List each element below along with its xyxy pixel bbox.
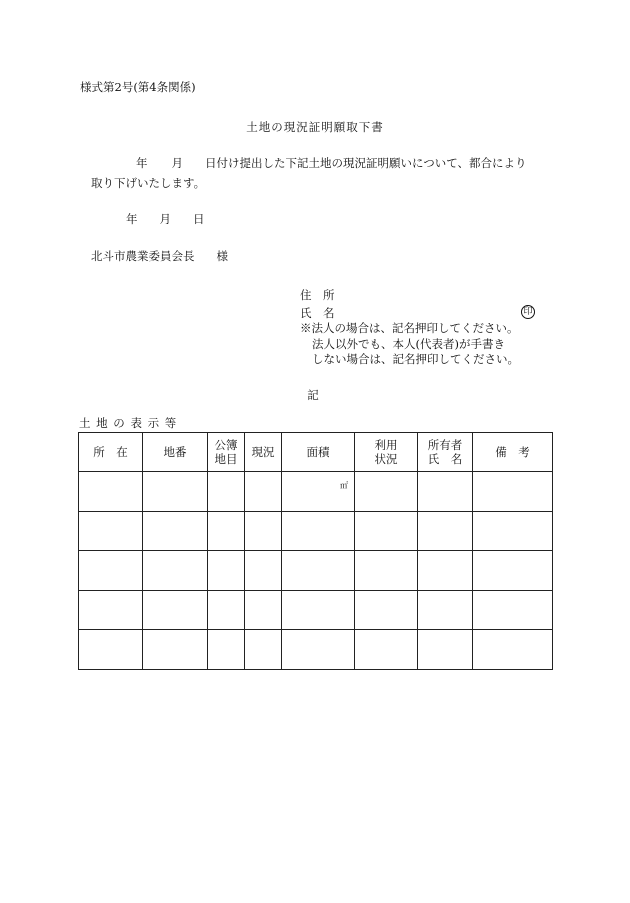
table-row — [79, 630, 553, 670]
table-cell[interactable] — [355, 630, 418, 670]
table-cell[interactable] — [418, 551, 473, 591]
table-cell[interactable] — [143, 551, 208, 591]
section-title: 土 地 の 表 示 等 — [79, 416, 178, 430]
table-cell[interactable] — [473, 551, 553, 591]
body-line-1 — [78, 157, 527, 171]
date-month-label: 月 — [159, 212, 171, 226]
header-line2: 状況 — [374, 452, 398, 466]
header-line2: 地目 — [214, 452, 238, 466]
header-usage — [355, 433, 418, 472]
header-line1: 公簿 — [214, 437, 238, 452]
table-row — [79, 472, 553, 512]
header-owner-name — [418, 433, 473, 472]
date-year-label: 年 — [126, 212, 138, 226]
header-line1: 現況 — [251, 444, 275, 459]
table-cell[interactable] — [79, 511, 143, 551]
header-line1: 所 在 — [93, 444, 128, 459]
table-cell[interactable] — [418, 630, 473, 670]
note-line-2: 法人以外でも、本人(代表者)が手書き — [312, 337, 505, 351]
header-registered-category — [208, 433, 245, 472]
ki-heading: 記 — [307, 388, 319, 402]
table-cell[interactable] — [473, 511, 553, 551]
table-cell[interactable] — [143, 511, 208, 551]
date-day-label: 日 — [193, 212, 205, 226]
table-row — [79, 590, 553, 630]
table-cell[interactable] — [418, 472, 473, 512]
table-header-row — [79, 433, 553, 472]
header-line2: 氏 名 — [427, 452, 463, 466]
table-cell[interactable] — [355, 590, 418, 630]
table-cell[interactable] — [208, 590, 245, 630]
table-cell[interactable] — [245, 511, 282, 551]
table-cell[interactable] — [355, 551, 418, 591]
table-cell[interactable] — [143, 472, 208, 512]
addressee-honorific: 様 — [216, 249, 228, 263]
table-cell[interactable] — [418, 590, 473, 630]
table-cell[interactable] — [282, 551, 355, 591]
header-line1: 地番 — [163, 444, 187, 459]
note-line-1: ※法人の場合は、記名押印してください。 — [300, 321, 519, 335]
document-title: 土地の現況証明願取下書 — [246, 120, 384, 134]
body-month-label: 月 — [171, 156, 183, 170]
table-cell[interactable] — [473, 590, 553, 630]
body-line-2: 取り下げいたします。 — [91, 176, 206, 190]
name-label: 氏 名 — [300, 306, 335, 320]
table-cell[interactable] — [143, 590, 208, 630]
table-cell[interactable] — [245, 472, 282, 512]
area-unit: ㎡ — [340, 481, 348, 490]
header-line1: 所有者 — [427, 437, 463, 452]
table-cell[interactable] — [282, 590, 355, 630]
table-cell[interactable] — [245, 630, 282, 670]
header-line1: 利用 — [374, 437, 398, 452]
area-cell[interactable] — [282, 472, 355, 512]
table-cell[interactable] — [355, 472, 418, 512]
table-cell[interactable] — [79, 472, 143, 512]
form-number: 様式第2号(第4条関係) — [80, 80, 196, 94]
table-row — [79, 511, 553, 551]
table-cell[interactable] — [79, 630, 143, 670]
note-line-3: しない場合は、記名押印してください。 — [312, 352, 519, 366]
table-cell[interactable] — [473, 472, 553, 512]
table-cell[interactable] — [208, 551, 245, 591]
table-cell[interactable] — [418, 511, 473, 551]
seal-icon: 印 — [521, 305, 535, 319]
header-line1: 備 考 — [495, 444, 530, 459]
header-remarks — [473, 433, 553, 472]
table-cell[interactable] — [208, 472, 245, 512]
table-cell[interactable] — [245, 590, 282, 630]
addressee — [91, 250, 228, 264]
header-line1: 面積 — [306, 444, 330, 459]
table-cell[interactable] — [245, 551, 282, 591]
table-cell[interactable] — [473, 630, 553, 670]
header-area — [282, 433, 355, 472]
addressee-name: 北斗市農業委員会長 — [91, 249, 195, 263]
table-cell[interactable] — [208, 511, 245, 551]
table-row — [79, 551, 553, 591]
address-label: 住 所 — [300, 288, 335, 302]
table-cell[interactable] — [79, 590, 143, 630]
table-cell[interactable] — [143, 630, 208, 670]
table-cell[interactable] — [208, 630, 245, 670]
body-text-rest: 日付け提出した下記土地の現況証明願いについて、都合により — [205, 156, 527, 170]
table-cell[interactable] — [79, 551, 143, 591]
header-location — [79, 433, 143, 472]
land-table — [78, 432, 553, 670]
header-lot-number — [143, 433, 208, 472]
submission-date — [78, 213, 205, 227]
table-cell[interactable] — [282, 511, 355, 551]
table-cell[interactable] — [355, 511, 418, 551]
body-year-label: 年 — [136, 156, 148, 170]
table-cell[interactable] — [282, 630, 355, 670]
header-current-status — [245, 433, 282, 472]
